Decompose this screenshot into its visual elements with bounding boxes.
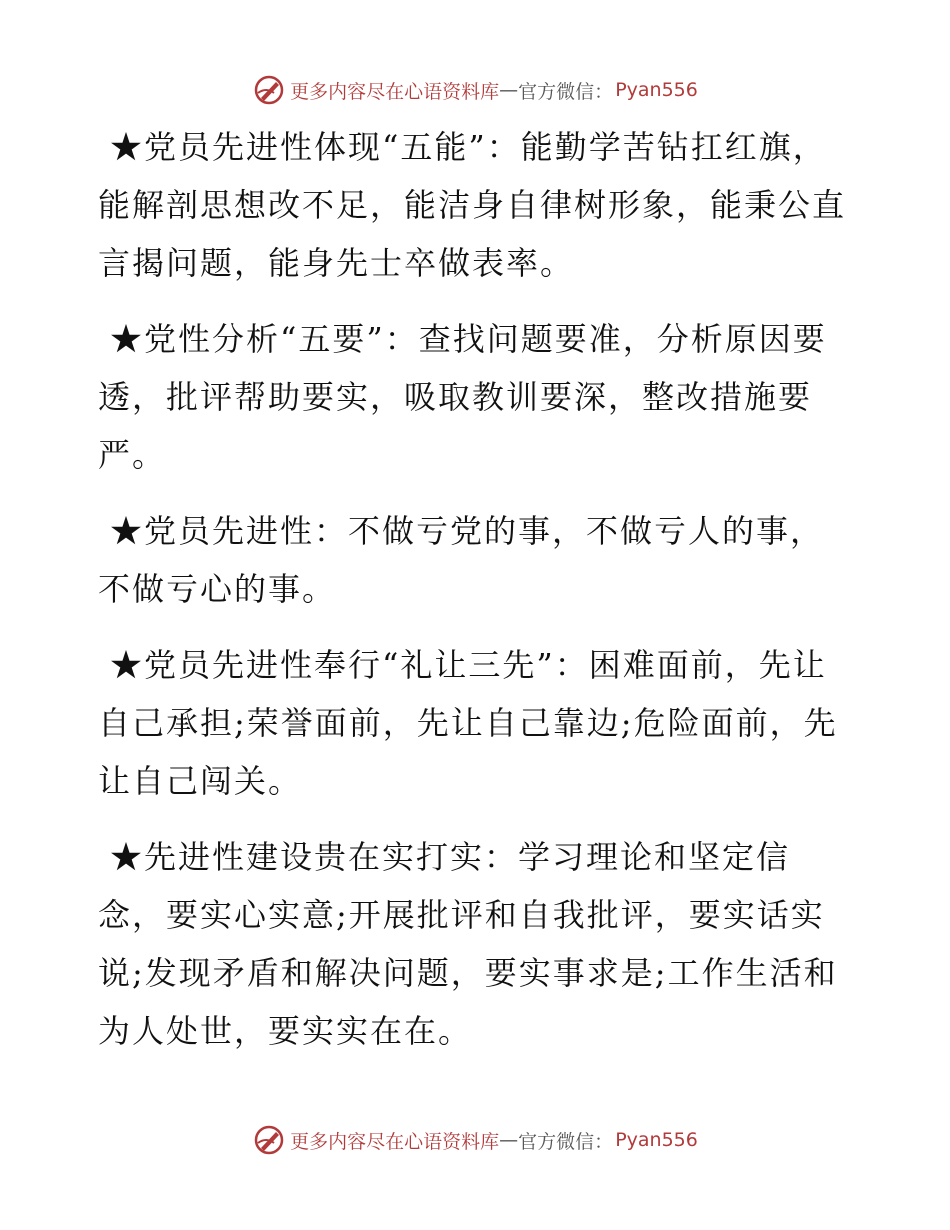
footer-watermark — [0, 1120, 950, 1160]
paragraph-5: ★先进性建设贵在实打实：学习理论和坚定信念，要实心实意;开展批评和自我批评，要实话实说;发现矛盾和解决问题，要实事求是;工作生活和为人处世，要实实在在。 — [98, 838, 838, 1050]
pen-logo-icon — [252, 73, 286, 107]
watermark-id: Pyan556 — [615, 79, 698, 101]
watermark-id: Pyan556 — [615, 1129, 698, 1151]
document-body — [98, 118, 853, 1078]
watermark-dash: — — [499, 1129, 519, 1151]
watermark-main-text: 更多内容尽在心语资料库 — [290, 1130, 500, 1153]
watermark-label: 官方微信： — [518, 1130, 614, 1153]
watermark-dash: — — [499, 79, 519, 101]
header-watermark — [0, 70, 950, 110]
paragraph-4: ★党员先进性奉行“礼让三先”：困难面前，先让自己承担;荣誉面前，先让自己靠边;危险面前，先让自己闯关。 — [98, 646, 838, 800]
paragraph-2: ★党性分析“五要”：查找问题要准，分析原因要透，批评帮助要实，吸取教训要深，整改措施要严。 — [98, 320, 827, 474]
watermark-label: 官方微信： — [518, 80, 614, 103]
paragraph-1: ★党员先进性体现“五能”：能勤学苦钻扛红旗，能解剖思想改不足，能洁身自律树形象，能秉公直言揭问题，能身先士卒做表率。 — [98, 128, 847, 282]
watermark-main-text: 更多内容尽在心语资料库 — [290, 80, 500, 103]
pen-logo-icon — [252, 1123, 286, 1157]
paragraph-3: ★党员先进性：不做亏党的事，不做亏人的事，不做亏心的事。 — [98, 512, 825, 608]
